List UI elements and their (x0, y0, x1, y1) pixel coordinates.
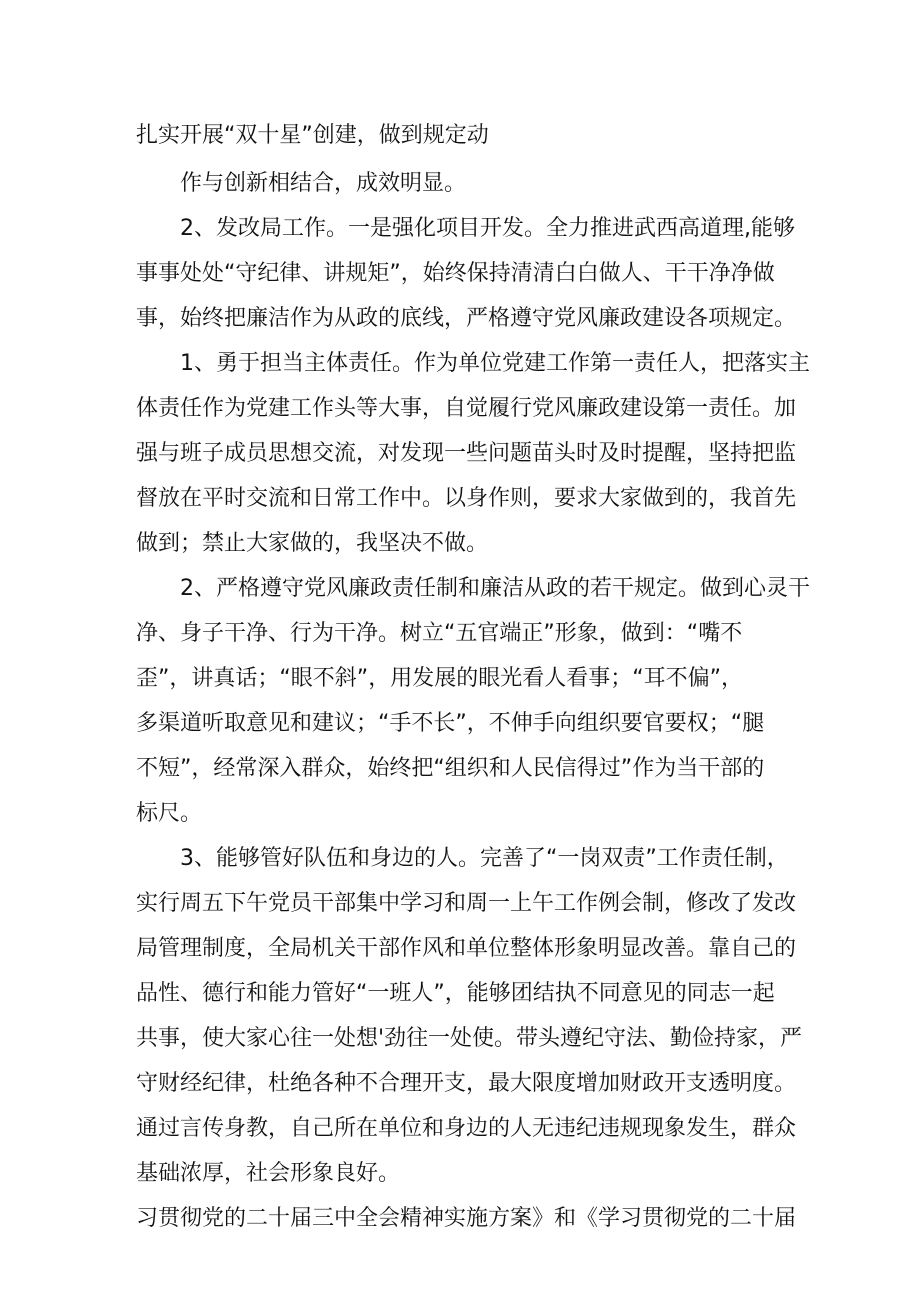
paragraph-line: 基础浓厚，社会形象良好。 (136, 1161, 401, 1186)
paragraph-line: 歪”，讲真话；“眼不斜”，用发展的眼光看人看事；“耳不偏”， (136, 666, 743, 691)
paragraph-line: 体责任作为党建工作头等大事，自觉履行党风廉政建设第一责任。加 (136, 396, 797, 421)
paragraph-line: 督放在平时交流和日常工作中。以身作则，要求大家做到的，我首先 (136, 486, 797, 511)
paragraph-line: 作与创新相结合，成效明显。 (180, 171, 467, 196)
paragraph-line: 通过言传身教，自己所在单位和身边的人无违纪违规现象发生，群众 (136, 1116, 797, 1141)
paragraph-line: 实行周五下午党员干部集中学习和周一上午工作例会制，修改了发改 (136, 891, 797, 916)
paragraph-line: 2、严格遵守党风廉政责任制和廉洁从政的若干规定。做到心灵干 (180, 576, 810, 601)
paragraph-line: 扎实开展“双十星”创建，做到规定动 (136, 123, 489, 148)
paragraph-line: 1、勇于担当主体责任。作为单位党建工作第一责任人，把落实主 (180, 351, 810, 376)
paragraph-line: 做到；禁止大家做的，我坚决不做。 (136, 531, 489, 556)
paragraph-line: 不短”，经常深入群众，始终把“组织和人民信得过”作为当干部的 (136, 756, 765, 781)
paragraph-line: 事事处处“守纪律、讲规矩”，始终保持清清白白做人、干干净净做 (136, 261, 775, 286)
paragraph-line: 习贯彻党的二十届三中全会精神实施方案》和《学习贯彻党的二十届 (136, 1206, 797, 1231)
paragraph-line: 多渠道听取意见和建议；“手不长”，不伸手向组织要官要权；“腿 (136, 711, 765, 736)
paragraph-line: 强与班子成员思想交流，对发现一些问题苗头时及时提醒，坚持把监 (136, 441, 797, 466)
paragraph-line: 净、身子干净、行为干净。树立“五官端正”形象，做到：“嘴不 (136, 621, 743, 646)
paragraph-line: 局管理制度，全局机关干部作风和单位整体形象明显改善。靠自己的 (136, 936, 797, 961)
paragraph-line: 守财经纪律，杜绝各种不合理开支，最大限度增加财政开支透明度。 (136, 1071, 797, 1096)
paragraph-line: 品性、德行和能力管好“一班人”，能够团结执不同意见的同志一起 (136, 981, 775, 1006)
paragraph-line: 共事，使大家心往一处想'劲往一处使。带头遵纪守法、勤俭持家，严 (136, 1026, 803, 1051)
paragraph-line: 事，始终把廉洁作为从政的底线，严格遵守党风廉政建设各项规定。 (136, 306, 797, 331)
paragraph-line: 3、能够管好队伍和身边的人。完善了“一岗双责”工作责任制， (180, 846, 789, 871)
paragraph-line: 2、发改局工作。一是强化项目开发。全力推进武西高道理,能够 (180, 216, 795, 241)
paragraph-line: 标尺。 (136, 801, 203, 826)
